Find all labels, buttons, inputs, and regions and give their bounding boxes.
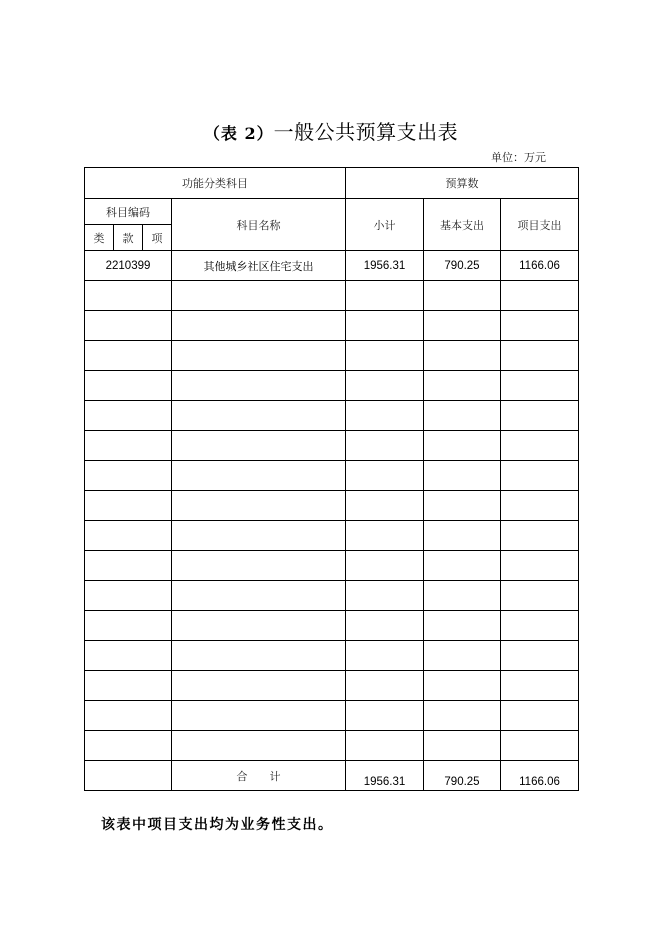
- empty-project-cell: [501, 731, 579, 761]
- empty-table-row: [85, 401, 579, 431]
- footnote: 该表中项目支出均为业务性支出。: [101, 817, 334, 833]
- empty-name-cell: [172, 701, 346, 731]
- empty-table-row: [85, 431, 579, 461]
- empty-basic-cell: [424, 671, 501, 701]
- empty-name-cell: [172, 551, 346, 581]
- empty-project-cell: [501, 491, 579, 521]
- empty-basic-cell: [424, 491, 501, 521]
- empty-project-cell: [501, 311, 579, 341]
- empty-name-cell: [172, 311, 346, 341]
- budget-table: [84, 167, 579, 791]
- empty-name-cell: [172, 461, 346, 491]
- empty-name-cell: [172, 341, 346, 371]
- header-row-1: [85, 168, 579, 199]
- empty-table-row: [85, 731, 579, 761]
- empty-basic-cell: [424, 341, 501, 371]
- header-basic-expense: 基本支出: [424, 199, 501, 251]
- table-number: （表 2）: [203, 124, 274, 143]
- row-subject-code: 2210399: [85, 251, 172, 281]
- empty-name-cell: [172, 611, 346, 641]
- empty-code-cell: [85, 281, 172, 311]
- empty-table-row: [85, 281, 579, 311]
- total-code-cell: [85, 761, 172, 791]
- empty-project-cell: [501, 341, 579, 371]
- row-basic-expense: 790.25: [424, 251, 501, 281]
- empty-project-cell: [501, 281, 579, 311]
- empty-project-cell: [501, 431, 579, 461]
- empty-code-cell: [85, 401, 172, 431]
- empty-table-row: [85, 611, 579, 641]
- empty-table-row: [85, 311, 579, 341]
- empty-subtotal-cell: [346, 641, 424, 671]
- table-title: 一般公共预算支出表: [273, 120, 459, 144]
- empty-code-cell: [85, 581, 172, 611]
- empty-name-cell: [172, 671, 346, 701]
- empty-code-cell: [85, 701, 172, 731]
- empty-table-row: [85, 491, 579, 521]
- table-row: [85, 251, 579, 281]
- empty-basic-cell: [424, 701, 501, 731]
- empty-table-row: [85, 461, 579, 491]
- header-functional-class: 功能分类科目: [85, 168, 346, 199]
- empty-basic-cell: [424, 521, 501, 551]
- total-row: [85, 761, 579, 791]
- empty-basic-cell: [424, 611, 501, 641]
- empty-subtotal-cell: [346, 581, 424, 611]
- empty-name-cell: [172, 371, 346, 401]
- empty-project-cell: [501, 701, 579, 731]
- empty-name-cell: [172, 491, 346, 521]
- header-budget: 预算数: [346, 168, 579, 199]
- empty-subtotal-cell: [346, 671, 424, 701]
- empty-code-cell: [85, 611, 172, 641]
- header-subject-code: 科目编码: [85, 199, 172, 225]
- empty-project-cell: [501, 401, 579, 431]
- row-subtotal: 1956.31: [346, 251, 424, 281]
- empty-project-cell: [501, 611, 579, 641]
- header-subject-name: 科目名称: [172, 199, 346, 251]
- empty-subtotal-cell: [346, 731, 424, 761]
- empty-subtotal-cell: [346, 401, 424, 431]
- empty-basic-cell: [424, 371, 501, 401]
- empty-code-cell: [85, 461, 172, 491]
- empty-subtotal-cell: [346, 341, 424, 371]
- total-label: 合计: [172, 761, 346, 791]
- empty-code-cell: [85, 641, 172, 671]
- empty-name-cell: [172, 281, 346, 311]
- empty-name-cell: [172, 431, 346, 461]
- header-xiang: 项: [143, 225, 172, 251]
- empty-basic-cell: [424, 641, 501, 671]
- empty-subtotal-cell: [346, 701, 424, 731]
- empty-table-row: [85, 341, 579, 371]
- empty-basic-cell: [424, 461, 501, 491]
- empty-subtotal-cell: [346, 281, 424, 311]
- total-basic-expense: 790.25: [424, 761, 501, 791]
- empty-project-cell: [501, 671, 579, 701]
- unit-label: 单位：万元: [491, 151, 546, 164]
- total-subtotal: 1956.31: [346, 761, 424, 791]
- empty-project-cell: [501, 461, 579, 491]
- empty-basic-cell: [424, 581, 501, 611]
- row-project-expense: 1166.06: [501, 251, 579, 281]
- header-lei: 类: [85, 225, 114, 251]
- empty-code-cell: [85, 371, 172, 401]
- empty-table-row: [85, 371, 579, 401]
- empty-subtotal-cell: [346, 491, 424, 521]
- empty-name-cell: [172, 521, 346, 551]
- empty-table-row: [85, 641, 579, 671]
- empty-name-cell: [172, 401, 346, 431]
- empty-table-row: [85, 551, 579, 581]
- empty-name-cell: [172, 581, 346, 611]
- empty-table-row: [85, 701, 579, 731]
- empty-subtotal-cell: [346, 551, 424, 581]
- empty-basic-cell: [424, 431, 501, 461]
- empty-subtotal-cell: [346, 431, 424, 461]
- header-subtotal: 小计: [346, 199, 424, 251]
- empty-table-row: [85, 581, 579, 611]
- empty-basic-cell: [424, 551, 501, 581]
- empty-project-cell: [501, 521, 579, 551]
- row-subject-name: 其他城乡社区住宅支出: [172, 251, 346, 281]
- empty-project-cell: [501, 641, 579, 671]
- empty-basic-cell: [424, 281, 501, 311]
- empty-name-cell: [172, 731, 346, 761]
- empty-code-cell: [85, 671, 172, 701]
- empty-project-cell: [501, 551, 579, 581]
- header-project-expense: 项目支出: [501, 199, 579, 251]
- empty-basic-cell: [424, 731, 501, 761]
- empty-code-cell: [85, 311, 172, 341]
- header-kuan: 款: [114, 225, 143, 251]
- empty-subtotal-cell: [346, 311, 424, 341]
- page-title: [0, 118, 662, 148]
- empty-subtotal-cell: [346, 371, 424, 401]
- total-project-expense: 1166.06: [501, 761, 579, 791]
- empty-project-cell: [501, 371, 579, 401]
- empty-code-cell: [85, 491, 172, 521]
- empty-table-row: [85, 671, 579, 701]
- empty-subtotal-cell: [346, 521, 424, 551]
- empty-code-cell: [85, 551, 172, 581]
- empty-subtotal-cell: [346, 461, 424, 491]
- empty-name-cell: [172, 641, 346, 671]
- empty-basic-cell: [424, 401, 501, 431]
- empty-basic-cell: [424, 311, 501, 341]
- empty-code-cell: [85, 341, 172, 371]
- header-row-2: [85, 199, 579, 225]
- empty-code-cell: [85, 731, 172, 761]
- empty-code-cell: [85, 521, 172, 551]
- empty-code-cell: [85, 431, 172, 461]
- empty-table-row: [85, 521, 579, 551]
- empty-subtotal-cell: [346, 611, 424, 641]
- empty-project-cell: [501, 581, 579, 611]
